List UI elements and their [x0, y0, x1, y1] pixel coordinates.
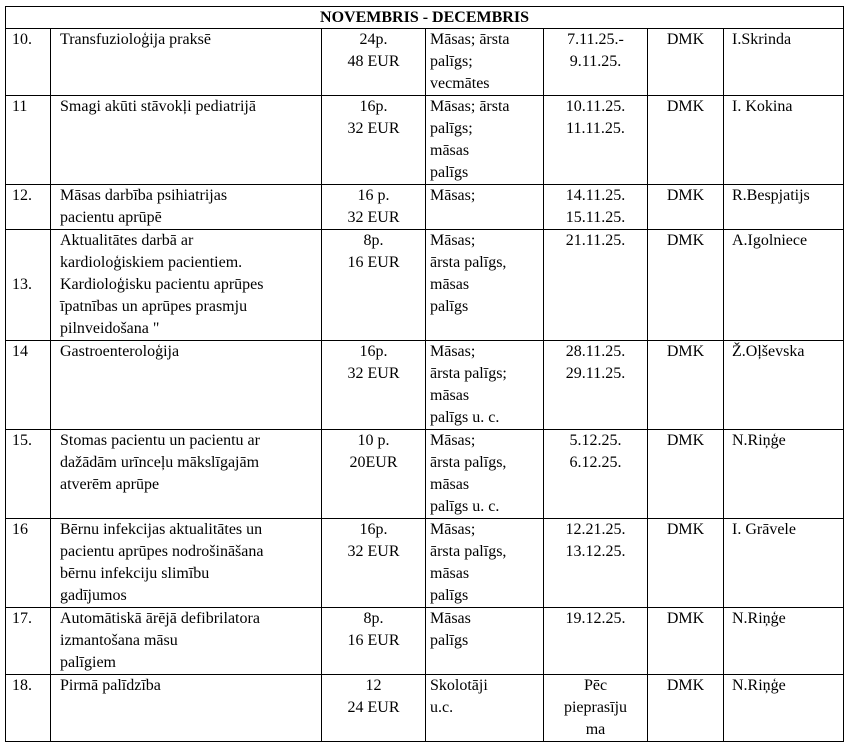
course-price-line: 16p. — [359, 343, 388, 360]
course-title-line: Māsas darbība psihiatrijas — [60, 187, 228, 204]
course-points-price — [322, 430, 426, 519]
course-price-line: 24p. — [359, 31, 388, 48]
course-title-line: Kardioloģisku pacientu aprūpes — [60, 276, 264, 293]
course-date-line: 28.11.25. — [565, 343, 626, 360]
course-title — [51, 341, 322, 430]
course-audience-line: Skolotāji — [430, 677, 488, 694]
course-audience-line: Māsas; — [430, 232, 476, 249]
course-place: DMK — [648, 519, 724, 608]
table-row — [6, 29, 844, 96]
course-price-line: 16 EUR — [347, 254, 400, 271]
course-audience-line: ārsta palīgs, — [430, 254, 507, 271]
course-audience-line: māsas — [430, 387, 470, 404]
course-audience-line: palīgs u. c. — [430, 409, 500, 426]
course-audience-line: Māsas; — [430, 521, 476, 538]
course-number: 18. — [6, 675, 51, 742]
course-date-line: 10.11.25. — [565, 98, 626, 115]
course-price-line: 16p. — [359, 521, 388, 538]
course-date — [544, 230, 648, 341]
course-audience-line: palīgs — [430, 298, 469, 315]
course-audience-line: Māsas; — [430, 432, 476, 449]
table-body — [6, 29, 844, 742]
course-date-line: 21.11.25. — [565, 232, 626, 249]
course-points-price — [322, 341, 426, 430]
course-lecturer: I. Grāvele — [724, 519, 844, 608]
table-row — [6, 96, 844, 185]
course-date — [544, 96, 648, 185]
course-date-line: 13.12.25. — [565, 543, 626, 560]
course-title-line: īpatnības un aprūpes prasmju — [60, 298, 248, 315]
course-place: DMK — [648, 430, 724, 519]
course-title-line: atverēm aprūpe — [60, 476, 160, 493]
course-title-line: Stomas pacientu un pacientu ar — [60, 432, 260, 449]
course-number: 15. — [6, 430, 51, 519]
course-price-line: 24 EUR — [347, 699, 400, 716]
course-date — [544, 185, 648, 230]
course-title-line: Smagi akūti stāvokļi pediatrijā — [60, 98, 256, 115]
course-audience-line: palīgs — [430, 632, 469, 649]
course-title-line: Pirmā palīdzība — [60, 677, 161, 694]
course-price-line: 32 EUR — [347, 120, 400, 137]
course-title-line: gadījumos — [60, 587, 127, 604]
course-title-line: pacientu aprūpes nodrošināšana — [60, 543, 264, 560]
course-audience-line: Māsas; — [430, 343, 476, 360]
course-date — [544, 29, 648, 96]
course-title-line: Automātiskā ārējā defibrilatora — [60, 610, 260, 627]
course-number: 14 — [6, 341, 51, 430]
course-title-line: bērnu infekciju slimību — [60, 565, 210, 582]
course-price-line: 16p. — [359, 98, 388, 115]
course-audience-line: ārsta palīgs; — [430, 365, 507, 382]
course-title-line: pilnveidošana " — [60, 320, 160, 337]
course-date — [544, 341, 648, 430]
course-date-line: Pēc — [583, 677, 608, 694]
course-lecturer: N.Riņģe — [724, 608, 844, 675]
course-title — [51, 430, 322, 519]
course-audience — [426, 430, 544, 519]
course-points-price — [322, 675, 426, 742]
course-place: DMK — [648, 675, 724, 742]
course-audience — [426, 608, 544, 675]
course-audience — [426, 341, 544, 430]
course-title — [51, 608, 322, 675]
course-audience-line: Māsas; ārsta — [430, 98, 510, 115]
course-audience-line: māsas — [430, 565, 470, 582]
course-audience-line: māsas — [430, 276, 470, 293]
course-number: 10. — [6, 29, 51, 96]
course-title-line: pacientu aprūpē — [60, 209, 162, 226]
course-title — [51, 29, 322, 96]
course-audience-line: māsas — [430, 142, 470, 159]
course-audience-line: palīgs u. c. — [430, 498, 500, 515]
course-schedule-table — [5, 6, 844, 742]
course-lecturer: I. Kokina — [724, 96, 844, 185]
course-date-line: 15.11.25. — [565, 209, 626, 226]
course-title-line: dažādām urīnceļu mākslīgajām — [60, 454, 260, 471]
course-number: 16 — [6, 519, 51, 608]
course-date-line: 14.11.25. — [565, 187, 626, 204]
course-date — [544, 430, 648, 519]
course-audience-line: palīgs — [430, 164, 469, 181]
table-row — [6, 230, 844, 341]
course-place: DMK — [648, 341, 724, 430]
course-title — [51, 96, 322, 185]
course-price-line: 20EUR — [349, 454, 398, 471]
table-row — [6, 675, 844, 742]
course-audience — [426, 185, 544, 230]
course-title-line: Bērnu infekcijas aktualitātes un — [60, 521, 263, 538]
course-audience-line: palīgs; — [430, 53, 473, 70]
course-audience-line: Māsas; ārsta — [430, 31, 510, 48]
course-number: 12. — [6, 185, 51, 230]
course-number: 11 — [6, 96, 51, 185]
course-audience-line: u.c. — [430, 699, 454, 716]
course-price-line: 32 EUR — [347, 209, 400, 226]
course-audience — [426, 519, 544, 608]
table-row — [6, 185, 844, 230]
course-place: DMK — [648, 185, 724, 230]
course-date-line: 12.21.25. — [565, 521, 626, 538]
course-audience — [426, 675, 544, 742]
course-audience — [426, 230, 544, 341]
course-place: DMK — [648, 96, 724, 185]
course-date-line: pieprasīju — [563, 699, 628, 716]
course-place: DMK — [648, 608, 724, 675]
course-date-line: 19.12.25. — [565, 610, 626, 627]
course-price-line: 32 EUR — [347, 543, 400, 560]
course-lecturer: A.Igolniece — [724, 230, 844, 341]
course-audience-line: palīgs — [430, 587, 469, 604]
course-lecturer: I.Skrinda — [724, 29, 844, 96]
course-date-line: 9.11.25. — [569, 53, 622, 70]
course-lecturer: N.Riņģe — [724, 675, 844, 742]
course-date — [544, 608, 648, 675]
course-date — [544, 675, 648, 742]
course-title — [51, 185, 322, 230]
course-title-line: Transfuzioloģija praksē — [60, 31, 211, 48]
course-lecturer: N.Riņģe — [724, 430, 844, 519]
table-row — [6, 519, 844, 608]
course-title-line: kardioloģiskiem pacientiem. — [60, 254, 243, 271]
course-points-price — [322, 519, 426, 608]
course-price-line: 12 — [365, 677, 382, 694]
course-title-line: izmantošana māsu — [60, 632, 178, 649]
table-row — [6, 608, 844, 675]
course-place: DMK — [648, 230, 724, 341]
course-points-price — [322, 185, 426, 230]
table-row — [6, 341, 844, 430]
course-lecturer: R.Bespjatijs — [724, 185, 844, 230]
table-header: NOVEMBRIS - DECEMBRIS — [6, 7, 844, 29]
course-audience-line: ārsta palīgs, — [430, 543, 507, 560]
course-title — [51, 519, 322, 608]
course-price-line: 16 p. — [357, 187, 390, 204]
course-points-price — [322, 608, 426, 675]
course-points-price — [322, 96, 426, 185]
course-audience-line: Māsas — [430, 610, 471, 627]
course-audience-line: vecmātes — [430, 75, 490, 92]
course-points-price — [322, 29, 426, 96]
course-date-line: ma — [585, 721, 606, 738]
course-place: DMK — [648, 29, 724, 96]
course-title-line: Gastroenteroloģija — [60, 343, 180, 360]
course-title-line: Aktualitātes darbā ar — [60, 232, 194, 249]
course-price-line: 8p. — [363, 610, 384, 627]
course-date — [544, 519, 648, 608]
course-title-line: palīgiem — [60, 654, 116, 671]
table-row — [6, 430, 844, 519]
course-number: 13. — [6, 230, 51, 341]
course-date-line: 6.12.25. — [569, 454, 622, 471]
course-number: 17. — [6, 608, 51, 675]
course-title — [51, 675, 322, 742]
course-audience — [426, 29, 544, 96]
course-price-line: 48 EUR — [347, 53, 400, 70]
course-date-line: 11.11.25. — [566, 120, 625, 137]
table-header-row — [6, 7, 844, 29]
course-price-line: 32 EUR — [347, 365, 400, 382]
course-lecturer: Ž.Oļševska — [724, 341, 844, 430]
course-date-line: 29.11.25. — [565, 365, 626, 382]
course-title — [51, 230, 322, 341]
course-audience-line: palīgs; — [430, 120, 473, 137]
course-audience-line: ārsta palīgs, — [430, 454, 507, 471]
course-audience-line: Māsas; — [430, 187, 476, 204]
course-date-line: 7.11.25.- — [567, 31, 624, 48]
course-price-line: 10 p. — [357, 432, 390, 449]
course-date-line: 5.12.25. — [569, 432, 622, 449]
course-audience — [426, 96, 544, 185]
course-audience-line: māsas — [430, 476, 470, 493]
course-price-line: 8p. — [363, 232, 384, 249]
course-price-line: 16 EUR — [347, 632, 400, 649]
course-points-price — [322, 230, 426, 341]
